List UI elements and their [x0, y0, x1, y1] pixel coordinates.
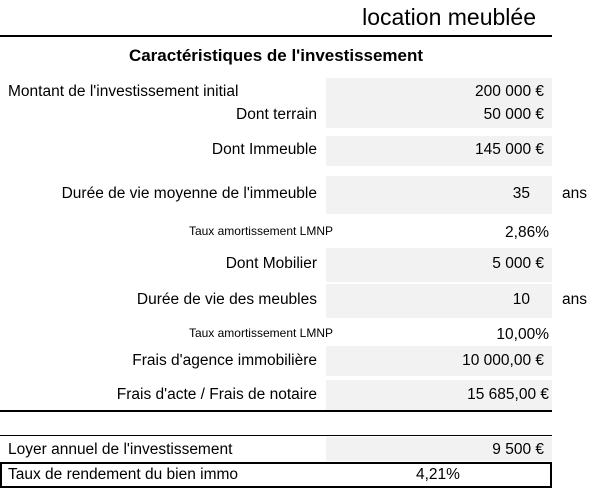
row-value-duree-immeuble[interactable]: 35: [512, 185, 530, 202]
row-value-frais-agence[interactable]: 10 000,00 €: [462, 352, 544, 369]
row-label-mobilier: Dont Mobilier: [225, 255, 317, 272]
row-label-terrain: Dont terrain: [236, 106, 317, 123]
row-label-montant: Montant de l'investissement initial: [8, 83, 239, 100]
title-underline: [0, 35, 552, 37]
row-label-taux-lmnp: Taux amortissement LMNP: [188, 224, 333, 238]
row-value-taux-lmnp: 2,86%: [505, 224, 549, 241]
row-value-montant[interactable]: 200 000 €: [475, 83, 544, 100]
summary-value-rendement: 4,21%: [416, 466, 460, 483]
row-label-frais-agence: Frais d'agence immobilière: [132, 352, 317, 369]
row-label-duree-immeuble: Durée de vie moyenne de l'immeuble: [61, 185, 317, 202]
row-label-taux-lmnp-mobilier: Taux amortissement LMNP: [188, 326, 333, 340]
row-unit-duree-meubles: ans: [562, 291, 587, 308]
summary-value-loyer[interactable]: 9 500 €: [492, 441, 544, 458]
sheet-title: location meublée: [362, 4, 536, 30]
summary-divider: [0, 435, 552, 436]
row-value-terrain[interactable]: 50 000 €: [483, 106, 544, 123]
row-label-duree-meubles: Durée de vie des meubles: [136, 291, 317, 308]
row-value-taux-lmnp-mobilier: 10,00%: [496, 326, 549, 343]
row-value-duree-meubles[interactable]: 10: [512, 291, 530, 308]
row-label-frais-acte: Frais d'acte / Frais de notaire: [116, 386, 317, 403]
summary-label-loyer: Loyer annuel de l'investissement: [8, 441, 233, 458]
section-divider: [0, 410, 552, 412]
row-value-frais-acte[interactable]: 15 685,00 €: [467, 386, 549, 403]
summary-label-rendement: Taux de rendement du bien immo: [8, 466, 239, 483]
row-value-mobilier[interactable]: 5 000 €: [492, 255, 544, 272]
row-unit-duree-immeuble: ans: [562, 185, 587, 202]
row-label-immeuble: Dont Immeuble: [211, 141, 317, 158]
row-value-immeuble[interactable]: 145 000 €: [475, 141, 544, 158]
section-title: Caractéristiques de l'investissement: [128, 46, 424, 65]
